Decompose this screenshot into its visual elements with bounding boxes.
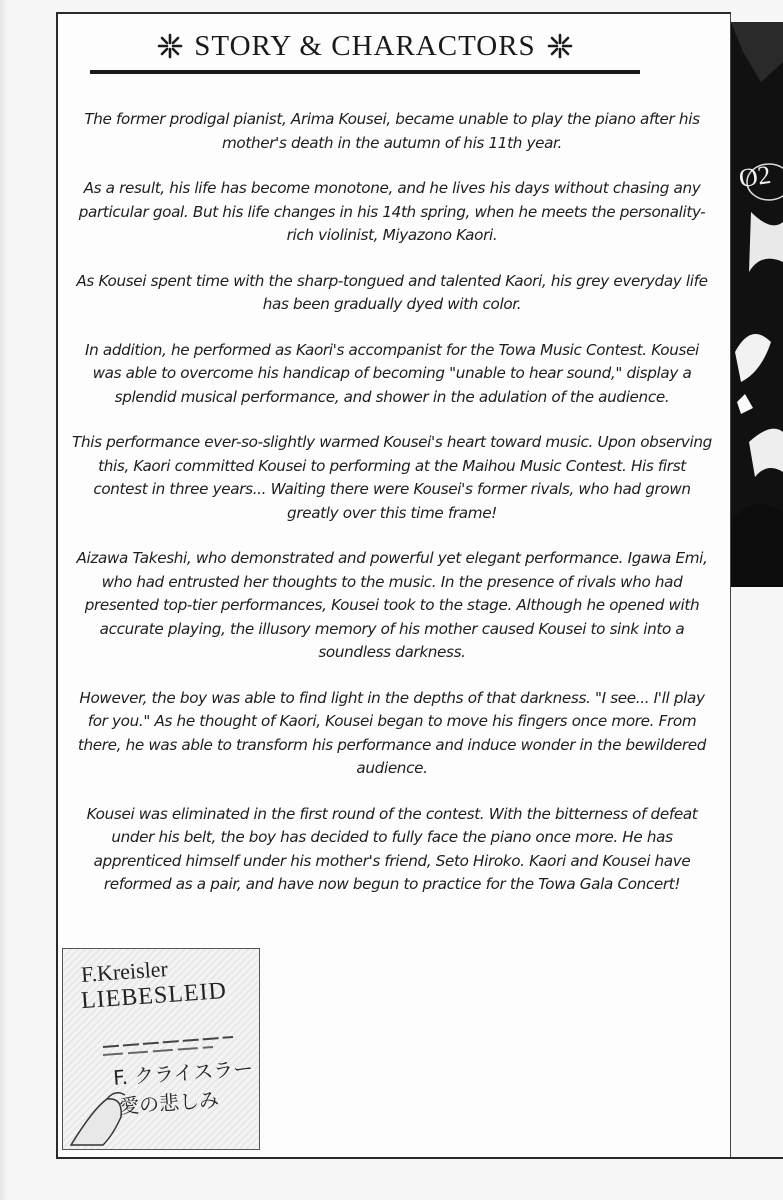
page-frame-bottom-rule: [56, 1157, 783, 1159]
story-paragraph: As a result, his life has become monotone, and he lives his days without chasing any particular goal. But his life changes in his 14th spring, when he meets the personality-rich violinist, Miyazono Kaori.: [78, 179, 706, 244]
header: [90, 22, 640, 70]
manga-art-illustration: [731, 22, 783, 587]
story-paragraph: This performance ever-so-slightly warmed Kousei's heart toward music. Upon observing this, Kaori committed Kousei to performing at the Maihou Music Contest. His first contest in three years... Waiting there were Kousei's former rivals, who had grown greatly over this time frame!: [72, 433, 712, 522]
story-text: [72, 108, 712, 919]
sheet-title-japanese: 愛の悲しみ: [118, 1087, 220, 1119]
page-scan-edge: [0, 0, 8, 1200]
sheet-music-cover: [62, 948, 262, 1153]
asterisk-flower-icon: [156, 32, 184, 60]
sheet-title: LIEBESLEID: [80, 977, 228, 1015]
story-paragraph: In addition, he performed as Kaori's accompanist for the Towa Music Contest. Kousei was able to overcome his handicap of becoming "unable to hear sound," display a splendid musical performance, and shower in the adulation of the audience.: [85, 340, 699, 406]
asterisk-flower-icon: [546, 32, 574, 60]
manga-art-panel: [731, 22, 783, 587]
sheet-music-card: [62, 948, 260, 1150]
story-paragraph: As Kousei spent time with the sharp-tongued and talented Kaori, his grey everyday life has been gradually dyed with color.: [76, 271, 708, 313]
sheet-composer-japanese: F. クライスラー: [112, 1056, 254, 1090]
art-panel-text: O2: [737, 159, 773, 194]
title-underline: [90, 70, 640, 74]
page-title: STORY & CHARACTORS: [194, 29, 536, 62]
story-paragraph: Aizawa Takeshi, who demonstrated and powerful yet elegant performance. Igawa Emi, who had entrusted her thoughts to the music. In the presence of rivals who had presented top-tier performances, Kousei took to the stage. Although he opened with accurate playing, the illusory memory of his mother caused Kousei to sink into a soundless darkness.: [76, 549, 708, 661]
sheet-composer: F.Kreisler: [80, 956, 169, 987]
story-paragraph: However, the boy was able to find light in the depths of that darkness. "I see... I'll play for you." As he thought of Kaori, Kousei began to move his fingers once more. From there, he was able to transform his performance and induce wonder in the bewildered audience.: [77, 688, 707, 777]
story-paragraph: The former prodigal pianist, Arima Kousei, became unable to play the piano after his mother's death in the autumn of his 11th year.: [84, 110, 700, 152]
sheet-music-decoration: [63, 949, 259, 1149]
story-paragraph: Kousei was eliminated in the first round of the contest. With the bitterness of defeat under his belt, the boy has decided to fully face the piano once more. He has apprenticed himself under his mother's friend, Seto Hiroko. Kaori and Kousei have reformed as a pair, and have now begun to practice for the Towa Gala Concert!: [86, 804, 698, 893]
